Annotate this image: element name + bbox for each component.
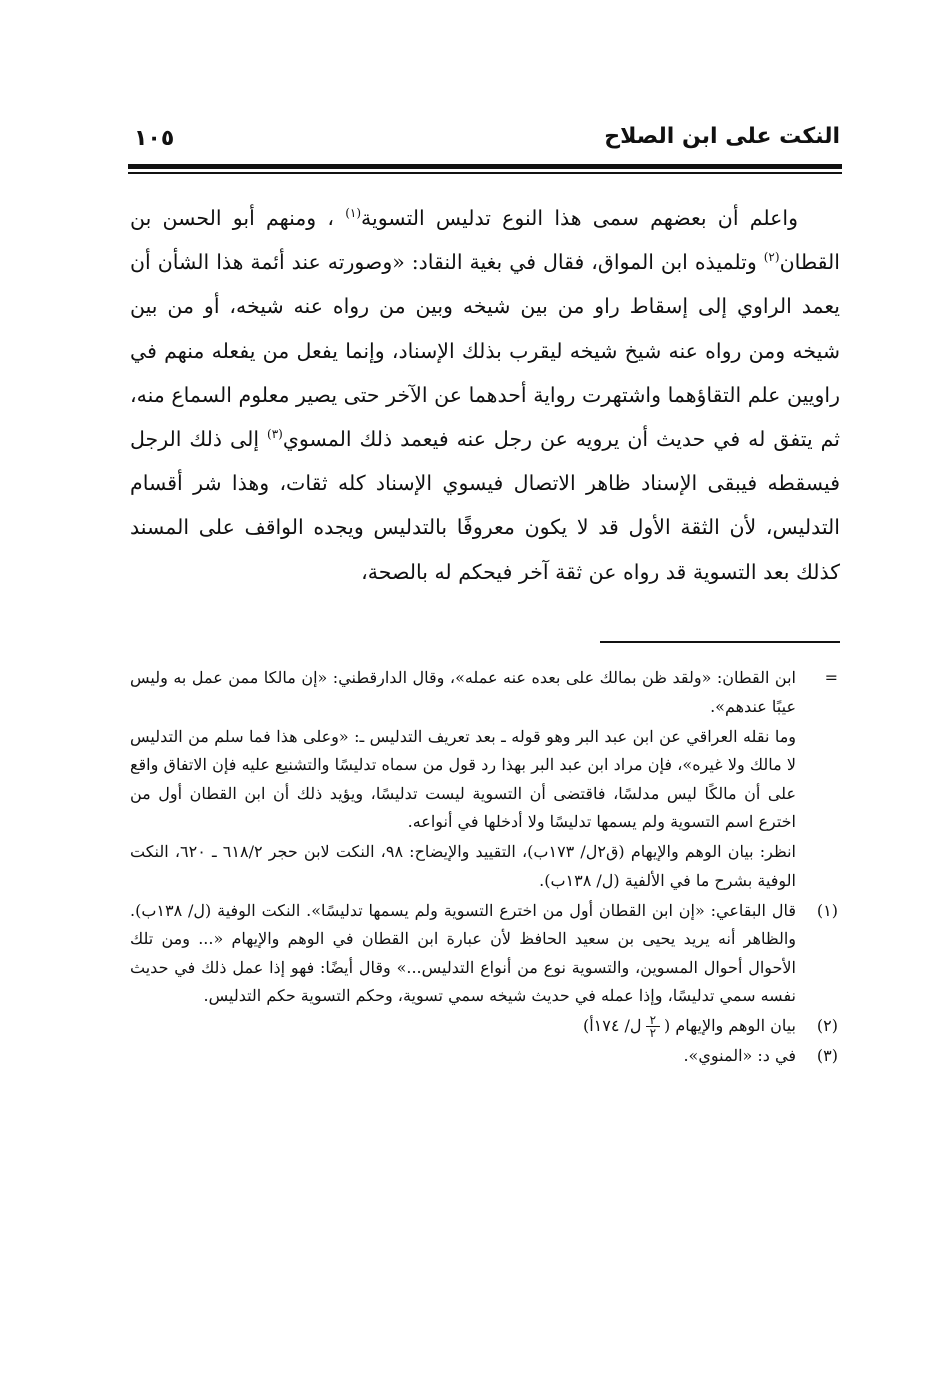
footnote-text: بيان الوهم والإيهام ( <box>664 1016 796 1035</box>
running-title: النكت على ابن الصلاح <box>604 124 840 149</box>
header-rule-thin <box>128 172 842 174</box>
footnote-1 <box>130 897 842 1011</box>
text-run: واعلم أن بعضهم سمى هذا النوع تدليس التسوية <box>361 206 798 230</box>
footnote-ref-3[interactable]: (٣) <box>267 427 283 442</box>
footnote-separator <box>600 641 840 643</box>
main-paragraph <box>130 196 840 594</box>
fraction-numerator: ٢ <box>646 1014 660 1027</box>
footnotes <box>130 664 842 1072</box>
footnote-marker: (٣) <box>816 1046 838 1065</box>
footnote-2 <box>130 1012 842 1041</box>
footnote-3 <box>130 1042 842 1071</box>
footnote-continuation <box>130 664 842 721</box>
folio-fraction <box>646 1014 660 1039</box>
footnote-ref-2[interactable]: (٢) <box>763 250 780 265</box>
footnote-marker: (٢) <box>816 1016 838 1035</box>
fraction-denominator: ٢ <box>649 1026 657 1040</box>
footnote-marker: (١) <box>816 900 838 920</box>
footnote-text: في د: «المنوي». <box>683 1046 796 1065</box>
footnote-paragraph: انظر: بيان الوهم والإيهام (ق٢ل/ ١٧٣ب)، التقييد والإيضاح: ٩٨، النكت لابن حجر ٦١٨/٢ ـ ٦٢٠، النكت الوفية بشرح ما في الألفية (ل/ ١٣٨ب). <box>130 842 797 890</box>
footnote-text: ابن القطان: «ولقد ظن بمالك على بعده عنه عمله»، وقال الدارقطني: «إن مالكا ممن عمل به وليس عيبًا عندهم». <box>130 668 796 716</box>
main-text <box>130 196 840 594</box>
text-run: وتلميذه ابن المواق، فقال في بغية النقاد: «وصورته عند أئمة هذا الشأن أن يعمد الراوي إلى إسقاط راو من بين شيخه وبين من رواه عنه شيخه، أو من بين شيخه ومن رواه عنه شيخ شيخه ليقرب بذلك الإسناد، وإنما يفعل من يفعله منهم في راويين علم التقاؤهما واشتهرت رواية أحدهما عن الآخر حتى يصير معلوم السماع منه، ثم يتفق له في حديث أن يرويه عن رجل عنه فيعمد ذلك المسوي <box>130 250 840 452</box>
page-number: ١٠٥ <box>134 126 175 151</box>
text-run: إلى ذلك الرجل فيسقطه فيبقى الإسناد ظاهر الاتصال فيسوي الإسناد كله ثقات، وهذا شر أقسام التدليس، لأن الثقة الأول قد لا يكون معروفًا بالتدليس ويجده الواقف على المسند كذلك بعد التسوية قد رواه عن ثقة آخر فيحكم له بالصحة، <box>130 427 840 584</box>
footnote-ref-1[interactable]: (١) <box>345 206 362 221</box>
continuation-marker: = <box>824 668 838 687</box>
footnote-text: ل/ ١٧٤أ) <box>582 1016 642 1035</box>
running-header <box>128 120 840 158</box>
footnote-text: قال البقاعي: «إن ابن القطان أول من اخترع التسوية ولم يسمها تدليسًا». النكت الوفية (ل/ ١٣٨ب). والظاهر أنه يريد يحيى بن سعيد الحافظ لأن عبارة ابن القطان في الوهم والإيهام «... ومن تلك الأحوال أحوال المسوين، والتسوية نوع من أنواع التدليس...» وقال أيضًا: فهو إذا عمل ذلك في حديث نفسه سمي تدليسًا، وإذا عمله في حديث شيخه سمي تسوية، وحكم التسوية حكم التدليس. <box>130 900 797 1005</box>
footnote-paragraph: وما نقله العراقي عن ابن عبد البر وهو قوله ـ بعد تعريف التدليس ـ: «وعلى هذا فما سلم من التدليس لا مالك ولا غيره»، فإن مراد ابن عبد البر بهذا رد قول من سماه تدليسًا والتشنيع عليه فإن الاتفاق واقع على أن مالكًا ليس مدلسًا، فاقتضى أن التسوية ليست تدليسًا، ويؤيد ذلك أن ابن القطان أول من اخترع اسم التسوية ولم يسمها تدليسًا ولا أدخلها في أنواعه. <box>130 726 797 831</box>
header-rule-thick <box>128 164 842 169</box>
text-run: ، ومنهم أبو الحسن بن القطان <box>130 206 840 275</box>
